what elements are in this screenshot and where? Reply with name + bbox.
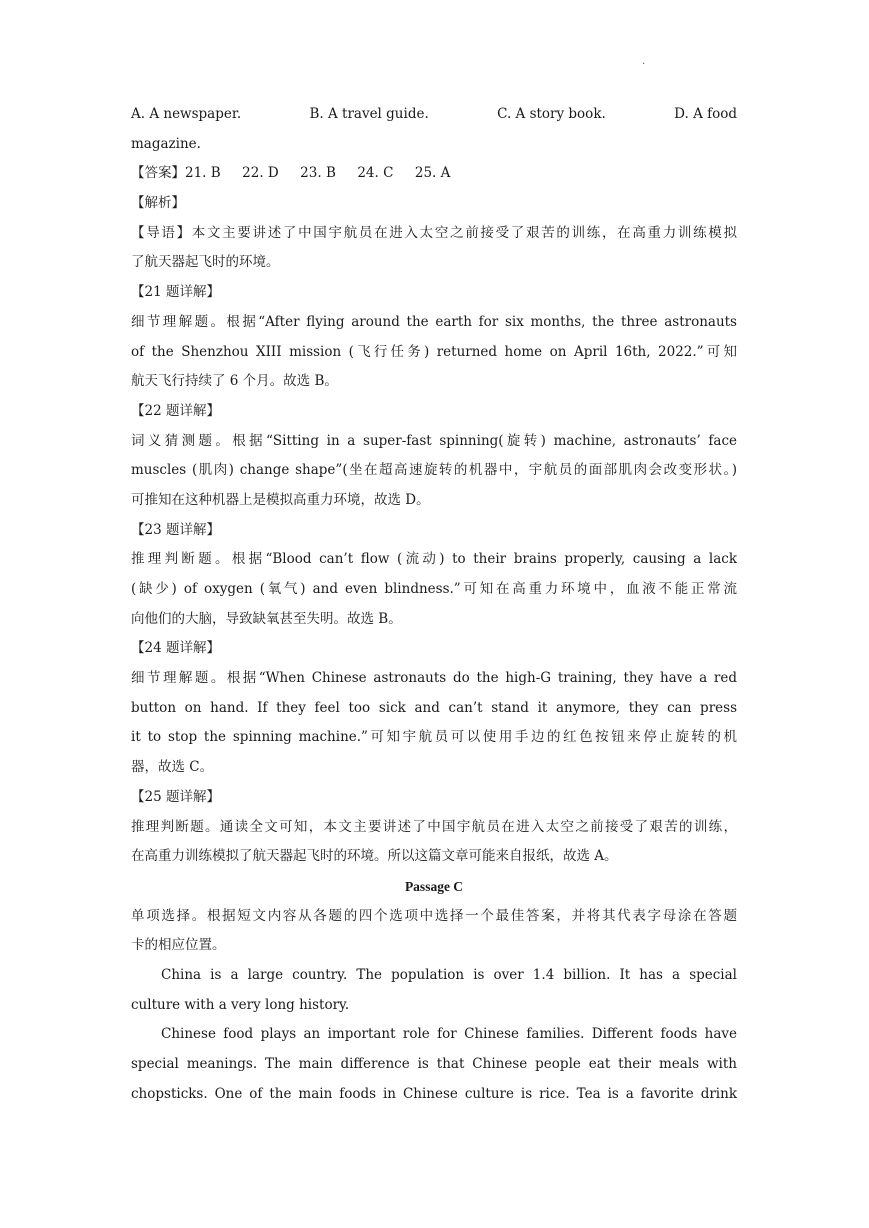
- intro-line-1: 【导语】本文主要讲述了中国宇航员在进入太空之前接受了艰苦的训练，在高重力训练模拟: [131, 224, 737, 241]
- option-b: B. A travel guide.: [309, 106, 429, 122]
- para1-line-2: culture with a very long history.: [131, 996, 350, 1013]
- q24-line-3: it to stop the spinning machine.”可知宇航员可以使用手边的红色按钮来停止旋转的机: [131, 729, 737, 746]
- q22-line-3: 可推知在这种机器上是模拟高重力环境，故选 D。: [131, 491, 430, 508]
- para2-line-1: Chinese food plays an important role for Chinese families. Different foods have: [161, 1026, 737, 1043]
- q21-line-1: 细节理解题。根据“After flying around the earth for six months, the three astronauts: [131, 313, 737, 330]
- para2-line-3: chopsticks. One of the main foods in Chinese culture is rice. Tea is a favorite drink: [131, 1085, 737, 1102]
- option-c: C. A story book.: [497, 106, 606, 122]
- analysis-heading: 【解析】: [131, 195, 185, 212]
- q24-line-2: button on hand. If they feel too sick and can’t stand it anymore, they can press: [131, 699, 737, 716]
- q21-heading: 【21 题详解】: [131, 284, 220, 301]
- q25-heading: 【25 题详解】: [131, 788, 220, 805]
- passage-title: Passage C: [404, 878, 464, 894]
- q22-line-1: 词义猜测题。根据“Sitting in a super-fast spinning(旋转) machine, astronauts’ face: [131, 432, 737, 449]
- q21-line-3: 航天飞行持续了 6 个月。故选 B。: [131, 373, 338, 390]
- q21-line-2: of the Shenzhou XIII mission (飞行任务) returned home on April 16th, 2022.”可知: [131, 343, 737, 360]
- instructions-line-2: 卡的相应位置。: [131, 937, 226, 954]
- q24-line-1: 细节理解题。根据“When Chinese astronauts do the high-G training, they have a red: [131, 670, 737, 687]
- para1-line-1: China is a large country. The population is over 1.4 billion. It has a special: [161, 966, 737, 983]
- q22-heading: 【22 题详解】: [131, 402, 220, 419]
- q22-line-2: muscles (肌肉) change shape”(坐在超高速旋转的机器中，宇航员的面部肌肉会改变形状。): [131, 462, 737, 479]
- option-a: A. A newspaper.: [131, 106, 242, 122]
- q24-line-4: 器，故选 C。: [131, 759, 214, 776]
- q25-line-1: 推理判断题。通读全文可知，本文主要讲述了中国宇航员在进入太空之前接受了艰苦的训练，: [131, 818, 737, 835]
- option-d: D. A food: [674, 106, 737, 122]
- document-body: [131, 100, 737, 1109]
- option-continuation: magazine.: [131, 135, 201, 152]
- para2-line-2: special meanings. The main difference is that Chinese people eat their meals with: [131, 1056, 737, 1072]
- instructions-line-1: 单项选择。根据短文内容从各题的四个选项中选择一个最佳答案，并将其代表字母涂在答题: [131, 907, 737, 924]
- answer-key: 【答案】21. B 22. D 23. B 24. C 25. A: [131, 165, 451, 182]
- q23-line-2: (缺少) of oxygen (氧气) and even blindness.”可知在高重力环境中，血液不能正常流: [131, 581, 737, 597]
- q25-options: [131, 100, 737, 130]
- q23-line-3: 向他们的大脑，导致缺氧甚至失明。故选 B。: [131, 610, 402, 627]
- q25-line-2: 在高重力训练模拟了航天器起飞时的环境。所以这篇文章可能来自报纸，故选 A。: [131, 848, 618, 865]
- q24-heading: 【24 题详解】: [131, 640, 220, 657]
- q23-heading: 【23 题详解】: [131, 521, 220, 538]
- header-mark: .: [642, 56, 646, 67]
- q23-line-1: 推理判断题。根据“Blood can’t flow (流动) to their brains properly, causing a lack: [131, 551, 737, 568]
- intro-line-2: 了航天器起飞时的环境。: [131, 254, 280, 271]
